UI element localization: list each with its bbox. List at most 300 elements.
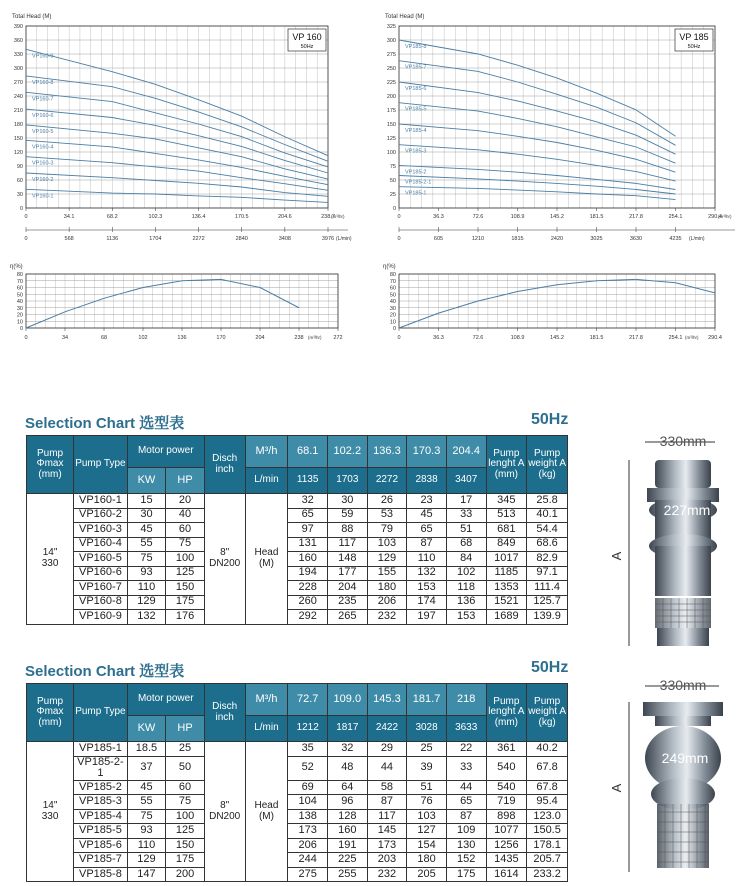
head-value-cell: 160 (328, 824, 368, 839)
curve-label: VP185-5 (405, 106, 427, 113)
x2-tick-label: 1815 (511, 236, 524, 242)
x-tick-label: 204.6 (277, 214, 292, 220)
length-label: A (609, 783, 624, 793)
selection-chart-title: Selection Chart 选型表 (25, 415, 185, 432)
y-tick-label: 75 (389, 164, 396, 170)
kw-cell: 30 (127, 508, 166, 523)
pump-weight-cell: 54.4 (527, 523, 568, 538)
pump-type-cell: VP185-4 (74, 809, 128, 824)
header-motor-power: Motor power (127, 684, 204, 716)
hp-cell: 75 (166, 537, 205, 552)
head-value-cell: 127 (407, 824, 447, 839)
curve-label: VP160-4 (32, 144, 54, 151)
curve-label: VP185-2 (405, 169, 427, 176)
y-tick-label: 300 (386, 38, 396, 44)
y-tick-label: 150 (13, 136, 23, 142)
head-value-cell: 88 (328, 523, 368, 538)
table-row (27, 581, 568, 596)
head-value-cell: 228 (288, 581, 328, 596)
y-tick-label: 30 (16, 192, 23, 198)
head-value-cell: 244 (288, 853, 328, 868)
pump-type-cell: VP185-8 (74, 867, 128, 882)
x-tick-label: 0 (24, 214, 28, 220)
hp-cell: 20 (166, 494, 205, 509)
head-value-cell: 53 (367, 508, 407, 523)
y-tick-label: 270 (13, 80, 23, 86)
head-value-cell: 87 (367, 795, 407, 810)
pump-weight-cell: 40.1 (527, 508, 568, 523)
kw-cell: 110 (127, 838, 166, 853)
pump-weight-cell: 139.9 (527, 610, 568, 625)
pump-length-cell: 1256 (486, 838, 527, 853)
head-value-cell: 118 (446, 581, 486, 596)
header-pump-length: Pump lenght A (mm) (486, 436, 527, 494)
header-pump-type: Pump Type (74, 684, 128, 742)
x-tick-label: 102 (138, 335, 148, 341)
table-row (27, 838, 568, 853)
y-tick-label: 120 (13, 150, 23, 156)
header-pump-max: Pump Φmax (mm) (27, 436, 74, 494)
y-tick-label: 360 (13, 38, 23, 44)
head-value-cell: 173 (367, 838, 407, 853)
x-tick-label: 102.3 (148, 214, 163, 220)
x2-tick-label: 0 (24, 236, 28, 242)
x-tick-label: 108.9 (510, 335, 525, 341)
kw-cell: 45 (127, 780, 166, 795)
head-value-cell: 128 (328, 809, 368, 824)
head-value-cell: 109 (446, 824, 486, 839)
head-value-cell: 154 (407, 838, 447, 853)
head-value-cell: 58 (367, 780, 407, 795)
hp-cell: 176 (166, 610, 205, 625)
table-row (27, 494, 568, 509)
x-tick-label: 72.6 (472, 335, 484, 341)
x-tick-label: 68 (100, 335, 108, 341)
kw-cell: 75 (127, 809, 166, 824)
head-value-cell: 175 (446, 867, 486, 882)
curve-label: VP160-7 (32, 96, 54, 103)
head-value-cell: 87 (407, 537, 447, 552)
header-hp: HP (166, 716, 205, 742)
head-value-cell: 173 (288, 824, 328, 839)
pump-type-cell: VP185-5 (74, 824, 128, 839)
vp185-efficiency-chart (375, 260, 750, 350)
hp-cell: 125 (166, 566, 205, 581)
pump-stage (655, 546, 711, 596)
y-tick-label: 40 (389, 299, 396, 305)
chart-subtitle: 50Hz (300, 44, 314, 50)
flow-m3h-value: 145.3 (367, 684, 407, 716)
disch-value: 8" DN200 (204, 742, 245, 882)
x-tick-label: 36.3 (433, 335, 444, 341)
header-disch: Disch inch (204, 436, 245, 494)
x-tick-label: 290.4 (708, 335, 722, 341)
kw-cell: 110 (127, 581, 166, 596)
table-row (27, 595, 568, 610)
kw-cell: 15 (127, 494, 166, 509)
pump-weight-cell: 68.6 (527, 537, 568, 552)
head-value-cell: 32 (328, 742, 368, 757)
head-value-cell: 30 (328, 494, 368, 509)
kw-cell: 132 (127, 610, 166, 625)
head-value-cell: 69 (288, 780, 328, 795)
x2-tick-label: 2272 (192, 236, 205, 242)
selection-chart-frequency: 50Hz (531, 411, 569, 428)
outer-diameter-label: 330mm (659, 433, 707, 449)
y-tick-label: 390 (13, 24, 23, 30)
pump-length-cell: 719 (486, 795, 527, 810)
head-value-cell: 206 (367, 595, 407, 610)
head-value-cell: 204 (328, 581, 368, 596)
head-value-cell: 64 (328, 780, 368, 795)
y-tick-label: 80 (389, 272, 396, 278)
pump-length-cell: 345 (486, 494, 527, 509)
head-value-cell: 59 (328, 508, 368, 523)
y-tick-label: 10 (16, 319, 23, 326)
kw-cell: 55 (127, 537, 166, 552)
head-value-cell: 35 (288, 742, 328, 757)
pump-neck (655, 716, 711, 726)
flow-m3h-value: 181.7 (407, 684, 447, 716)
pump-type-cell: VP160-2 (74, 508, 128, 523)
curve-label: VP185-4 (405, 128, 427, 134)
x2-tick-label: 1136 (106, 236, 119, 242)
header-disch: Disch inch (204, 684, 245, 742)
x2-tick-label: 1704 (149, 236, 162, 242)
pump-length-cell: 681 (486, 523, 527, 538)
x-tick-label: 204 (255, 335, 265, 341)
head-value-cell: 84 (446, 552, 486, 567)
y-tick-label: 80 (16, 272, 23, 278)
flow-lmin-value: 3633 (446, 716, 486, 742)
table-row (27, 523, 568, 538)
x-tick-label: 0 (397, 335, 401, 341)
pump-weight-cell: 82.9 (527, 552, 568, 567)
kw-cell: 18.5 (127, 742, 166, 757)
table-row (27, 756, 568, 780)
pump-weight-cell: 178.1 (527, 838, 568, 853)
y-tick-label: 0 (392, 206, 396, 212)
head-value-cell: 52 (288, 756, 328, 780)
x-tick-label: 217.8 (629, 335, 643, 341)
pump-length-cell: 849 (486, 537, 527, 552)
y-tick-label: 210 (13, 108, 23, 114)
x2-tick-label: 0 (397, 236, 401, 242)
y-tick-label: 200 (386, 94, 396, 100)
head-value-cell: 138 (288, 809, 328, 824)
x2-tick-label: 2840 (235, 236, 248, 242)
hp-cell: 150 (166, 581, 205, 596)
pump-length-cell: 1077 (486, 824, 527, 839)
head-value-cell: 45 (407, 508, 447, 523)
y-tick-label: 100 (386, 150, 396, 156)
flow-lmin-value: 2422 (367, 716, 407, 742)
pump-type-cell: VP160-6 (74, 566, 128, 581)
y-axis-title: η(%) (10, 264, 23, 270)
y-tick-label: 0 (19, 326, 23, 332)
head-value-cell: 117 (328, 537, 368, 552)
x-axis-unit: (m³/hr) (685, 335, 699, 340)
hp-cell: 175 (166, 595, 205, 610)
pump-length-cell: 1435 (486, 853, 527, 868)
y-tick-label: 20 (389, 312, 396, 319)
y-tick-label: 300 (13, 66, 23, 72)
head-value-cell: 153 (407, 581, 447, 596)
pump-length-cell: 898 (486, 809, 527, 824)
hp-cell: 25 (166, 742, 205, 757)
head-value-cell: 44 (446, 780, 486, 795)
y-axis-title: η(%) (383, 264, 396, 270)
pump-length-cell: 1353 (486, 581, 527, 596)
head-value-cell: 33 (446, 756, 486, 780)
hp-cell: 60 (166, 780, 205, 795)
header-pump-max: Pump Φmax (mm) (27, 684, 74, 742)
kw-cell: 55 (127, 795, 166, 810)
x-axis-unit: (m³/hr) (718, 214, 732, 219)
head-value-cell: 103 (367, 537, 407, 552)
kw-cell: 129 (127, 595, 166, 610)
head-value-cell: 33 (446, 508, 486, 523)
head-value-cell: 104 (288, 795, 328, 810)
head-value-cell: 292 (288, 610, 328, 625)
y-tick-label: 60 (16, 285, 23, 292)
curve-label: VP160-5 (32, 128, 54, 135)
head-value-cell: 23 (407, 494, 447, 509)
head-value-cell: 76 (407, 795, 447, 810)
pump-length-cell: 540 (486, 756, 527, 780)
flow-lmin-value: 3407 (446, 468, 486, 494)
header-m3h: M³/h (245, 684, 288, 716)
kw-cell: 75 (127, 552, 166, 567)
y-tick-label: 180 (13, 122, 23, 128)
head-value-cell: 48 (328, 756, 368, 780)
y-tick-label: 0 (392, 326, 396, 332)
selection-chart-title: Selection Chart 选型表 (25, 663, 185, 680)
head-value-cell: 255 (328, 867, 368, 882)
flow-lmin-value: 3028 (407, 716, 447, 742)
kw-cell: 147 (127, 867, 166, 882)
pump-motor (657, 628, 709, 646)
pump-length-cell: 540 (486, 780, 527, 795)
pump-max-value: 14" 330 (27, 742, 74, 882)
pump-type-cell: VP185-7 (74, 853, 128, 868)
y-tick-label: 60 (389, 285, 396, 292)
y-tick-label: 25 (389, 192, 396, 198)
pump-weight-cell: 67.8 (527, 756, 568, 780)
head-value-cell: 145 (367, 824, 407, 839)
head-value-cell: 129 (367, 552, 407, 567)
y-axis-title: Total Head (M) (385, 14, 425, 20)
head-value-cell: 51 (407, 780, 447, 795)
x-tick-label: 181.5 (589, 335, 604, 341)
curve-vp185-6 (399, 82, 676, 154)
curve-label: VP185-2-1 (405, 179, 432, 186)
x2-tick-label: 605 (433, 236, 444, 242)
flow-m3h-value: 72.7 (288, 684, 328, 716)
head-value-cell: 102 (446, 566, 486, 581)
x-tick-label: 145.2 (550, 335, 564, 341)
head-value-cell: 275 (288, 867, 328, 882)
header-lmin: L/min (245, 468, 288, 494)
pump-length-cell: 361 (486, 742, 527, 757)
flow-lmin-value: 1135 (288, 468, 328, 494)
head-value-cell: 155 (367, 566, 407, 581)
table-row (27, 537, 568, 552)
header-kw: KW (127, 716, 166, 742)
x-tick-label: 34.1 (63, 214, 75, 220)
pump-vp185-illustration (595, 676, 750, 886)
pump-length-cell: 1521 (486, 595, 527, 610)
head-value-cell: 174 (407, 595, 447, 610)
y-tick-label: 175 (386, 108, 396, 114)
curve-label: VP185-8 (405, 44, 427, 50)
pump-max-value: 14" 330 (27, 494, 74, 625)
x-tick-label: 72.6 (472, 214, 484, 220)
curve-label: VP185-6 (405, 86, 427, 92)
head-value-cell: 97 (288, 523, 328, 538)
curve-vp185-4 (399, 124, 676, 172)
pump-length-cell: 1185 (486, 566, 527, 581)
header-m3h: M³/h (245, 436, 288, 468)
head-value-cell: 180 (407, 853, 447, 868)
head-value-cell: 96 (328, 795, 368, 810)
hp-cell: 40 (166, 508, 205, 523)
header-pump-length: Pump lenght A (mm) (486, 684, 527, 742)
x-tick-label: 254.1 (668, 335, 683, 341)
head-value-cell: 177 (328, 566, 368, 581)
x2-tick-label: 4235 (669, 236, 682, 242)
table-row (27, 780, 568, 795)
header-lmin: L/min (245, 716, 288, 742)
y-tick-label: 275 (386, 52, 396, 58)
head-value-cell: 131 (288, 537, 328, 552)
y-tick-label: 240 (13, 94, 23, 100)
curve-label: VP185-1 (405, 190, 427, 197)
pump-type-cell: VP185-6 (74, 838, 128, 853)
table-row (27, 809, 568, 824)
table-row (27, 824, 568, 839)
curve-label: VP160-1 (32, 193, 54, 200)
y-tick-label: 60 (16, 178, 23, 184)
disch-value: 8" DN200 (204, 494, 245, 625)
head-value-cell: 44 (367, 756, 407, 780)
head-value-cell: 29 (367, 742, 407, 757)
header-pump-weight: Pump weight A (kg) (527, 684, 568, 742)
y-tick-label: 50 (389, 178, 396, 184)
selection-table-vp160 (26, 435, 568, 625)
x2-tick-label: 3408 (278, 236, 291, 242)
table-row (27, 610, 568, 625)
pump-type-cell: VP160-3 (74, 523, 128, 538)
x-tick-label: 136 (177, 335, 187, 341)
flow-m3h-value: 204.4 (446, 436, 486, 468)
vp160-head-chart (0, 0, 375, 250)
flow-lmin-value: 2838 (407, 468, 447, 494)
pump-length-cell: 1689 (486, 610, 527, 625)
head-value-cell: 87 (446, 809, 486, 824)
x-tick-label: 170 (216, 335, 226, 341)
flow-m3h-value: 218 (446, 684, 486, 716)
table-row (27, 552, 568, 567)
x2-tick-label: 3976 (321, 236, 335, 242)
head-value-cell: 65 (288, 508, 328, 523)
head-value-cell: 232 (367, 610, 407, 625)
flow-m3h-value: 68.1 (288, 436, 328, 468)
flow-m3h-value: 170.3 (407, 436, 447, 468)
x-tick-label: 145.2 (550, 214, 564, 220)
hp-cell: 100 (166, 552, 205, 567)
head-value-cell: 180 (367, 581, 407, 596)
flow-m3h-value: 102.2 (328, 436, 368, 468)
pump-weight-cell: 233.2 (527, 867, 568, 882)
pump-flange (643, 702, 723, 716)
flow-lmin-value: 1703 (328, 468, 368, 494)
x2-tick-label: 2420 (550, 236, 564, 242)
curve-vp185-5 (399, 103, 676, 164)
x-tick-label: 34 (61, 335, 69, 341)
y-tick-label: 10 (389, 319, 396, 326)
x-axis-unit: (m³/hr) (308, 335, 322, 340)
head-value-cell: 65 (407, 523, 447, 538)
y-tick-label: 50 (16, 292, 23, 299)
head-value-cell: 132 (407, 566, 447, 581)
y-tick-label: 30 (16, 305, 23, 312)
flow-m3h-value: 109.0 (328, 684, 368, 716)
x-tick-label: 136.4 (191, 214, 206, 220)
curve-label: VP160-2 (32, 177, 54, 183)
curve-label: VP185-7 (405, 64, 427, 71)
selection-table-vp185 (26, 683, 568, 882)
y-tick-label: 50 (389, 292, 396, 299)
head-value-cell: 191 (328, 838, 368, 853)
y-tick-label: 20 (16, 312, 23, 319)
head-value-cell: 206 (288, 838, 328, 853)
curve-label: VP160-9 (32, 53, 54, 60)
pump-type-cell: VP160-4 (74, 537, 128, 552)
head-value-cell: 25 (407, 742, 447, 757)
curve-label: VP160-8 (32, 79, 54, 86)
x-tick-label: 238 (294, 335, 304, 341)
y-tick-label: 40 (16, 299, 23, 305)
hp-cell: 175 (166, 853, 205, 868)
pump-intake-screen (655, 598, 711, 628)
pump-weight-cell: 97.1 (527, 566, 568, 581)
head-value-cell: 203 (367, 853, 407, 868)
header-kw: KW (127, 468, 166, 494)
head-value-cell: 117 (367, 809, 407, 824)
head-value-cell: 79 (367, 523, 407, 538)
curve-label: VP160-3 (32, 160, 54, 167)
table-row (27, 566, 568, 581)
table-row (27, 508, 568, 523)
head-value-cell: 232 (367, 867, 407, 882)
pump-weight-cell: 25.8 (527, 494, 568, 509)
flow-m3h-value: 136.3 (367, 436, 407, 468)
chart-title: VP 160 (292, 32, 322, 42)
head-value-cell: 235 (328, 595, 368, 610)
y-tick-label: 0 (19, 206, 23, 212)
head-value-cell: 265 (328, 610, 368, 625)
kw-cell: 129 (127, 853, 166, 868)
flow-lmin-value: 1817 (328, 716, 368, 742)
x-tick-label: 0 (397, 214, 401, 220)
kw-cell: 93 (127, 824, 166, 839)
length-label: A (609, 551, 624, 561)
pump-type-cell: VP160-5 (74, 552, 128, 567)
pump-type-cell: VP160-7 (74, 581, 128, 596)
x-tick-label: 290.4 (708, 214, 722, 220)
y-tick-label: 330 (13, 52, 23, 58)
